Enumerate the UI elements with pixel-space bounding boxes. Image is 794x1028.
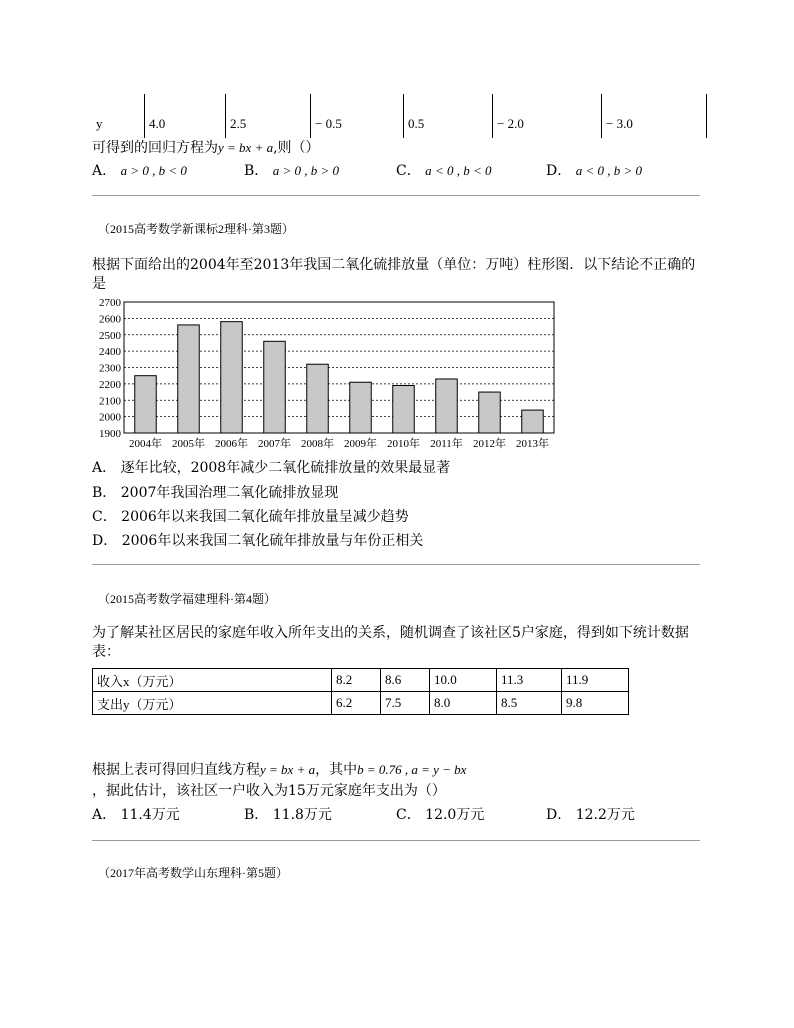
option-letter: C． xyxy=(92,509,117,525)
option-a xyxy=(92,162,187,180)
option-text: a > 0 , b < 0 xyxy=(120,163,187,178)
table-cell: 0.5 xyxy=(404,94,493,138)
x-tick-label: 2012年 xyxy=(473,438,506,450)
option-letter: D． xyxy=(546,807,572,823)
table-cell: 支出y（万元） xyxy=(93,692,332,715)
option-letter: C． xyxy=(396,163,421,179)
q1-question-suffix: ,则（） xyxy=(273,140,320,156)
option-text: 2007年我国治理二氧化硫排放显现 xyxy=(120,485,339,501)
y-tick-label: 1900 xyxy=(99,428,121,440)
bar xyxy=(436,379,458,433)
table-cell: 收入x（万元） xyxy=(93,669,332,692)
table-cell: 8.0 xyxy=(430,692,497,715)
x-tick-label: 2006年 xyxy=(215,438,248,450)
y-tick-label: 2000 xyxy=(99,411,121,424)
y-tick-label: 2100 xyxy=(99,395,121,408)
divider xyxy=(92,564,700,565)
text-mid: ，其中 xyxy=(315,762,358,778)
option-c xyxy=(396,162,491,180)
q3-equation-1: y = bx + a xyxy=(260,762,316,777)
option-letter: C． xyxy=(396,807,421,823)
table-cell: y xyxy=(92,94,145,138)
y-tick-label: 2300 xyxy=(99,362,121,375)
table-cell: 8.2 xyxy=(332,669,381,692)
option-text: 2006年以来我国二氧化硫年排放量与年份正相关 xyxy=(121,533,424,549)
option-c xyxy=(92,508,409,526)
q3-source: （2015高考数学福建理科·第4题） xyxy=(98,592,276,606)
table-cell: 8.5 xyxy=(497,692,562,715)
table-row xyxy=(92,94,707,138)
q3-stem: 为了解某社区居民的家庭年收入所年支出的关系，随机调查了该社区5户家庭，得到如下统计数据表： xyxy=(92,625,689,660)
bar xyxy=(178,325,200,433)
option-b xyxy=(244,162,339,180)
table-cell: 8.6 xyxy=(381,669,430,692)
table-row xyxy=(93,692,629,715)
option-b xyxy=(244,806,332,824)
q3-data-table xyxy=(92,668,629,715)
bar xyxy=(350,382,372,433)
q3-text-line2: ，据此估计，该社区一户收入为15万元家庭年支出为（） xyxy=(92,783,446,799)
q2-source: （2015高考数学新课标2理科·第3题） xyxy=(98,222,294,236)
bar xyxy=(221,322,243,433)
option-d xyxy=(546,806,635,824)
option-letter: B． xyxy=(244,163,269,179)
divider xyxy=(92,195,700,196)
x-tick-label: 2007年 xyxy=(258,438,291,450)
option-a xyxy=(92,459,450,477)
table-row xyxy=(93,669,629,692)
option-a xyxy=(92,806,180,824)
option-letter: B． xyxy=(92,485,117,501)
x-tick-label: 2008年 xyxy=(301,438,334,450)
bar xyxy=(264,341,286,433)
table-cell: 11.3 xyxy=(497,669,562,692)
option-c xyxy=(396,806,484,824)
option-b xyxy=(92,484,338,502)
x-tick-label: 2010年 xyxy=(387,438,420,450)
x-tick-label: 2004年 xyxy=(129,438,162,450)
table-cell: − 3.0 xyxy=(602,94,707,138)
table-cell: 7.5 xyxy=(381,692,430,715)
q3-equation-2: b = 0.76 , a = y − bx xyxy=(357,762,467,777)
option-d xyxy=(546,162,642,180)
option-text: 12.2万元 xyxy=(575,807,635,823)
q1-data-table xyxy=(92,94,707,138)
option-text: 12.0万元 xyxy=(425,807,485,823)
option-text: a < 0 , b > 0 xyxy=(575,163,642,178)
q2-bar-chart xyxy=(90,296,570,456)
option-letter: B． xyxy=(244,807,269,823)
table-cell: 4.0 xyxy=(145,94,226,138)
option-text: a > 0 , b > 0 xyxy=(272,163,340,178)
option-letter: D． xyxy=(546,163,572,179)
q3-text-line1 xyxy=(92,760,466,780)
x-tick-label: 2013年 xyxy=(516,438,549,450)
q1-equation: y = bx + a xyxy=(218,140,274,155)
bar xyxy=(479,392,501,433)
option-letter: D． xyxy=(92,533,118,549)
y-tick-label: 2500 xyxy=(99,329,121,342)
y-tick-label: 2400 xyxy=(99,346,121,359)
divider xyxy=(92,840,700,841)
bar xyxy=(135,376,157,433)
y-tick-label: 2200 xyxy=(99,378,121,391)
table-cell: 9.8 xyxy=(562,692,629,715)
q4-source: （2017年高考数学山东理科·第5题） xyxy=(98,866,288,880)
y-tick-label: 2700 xyxy=(99,297,121,309)
option-text: 11.8万元 xyxy=(272,807,332,823)
q1-question xyxy=(92,138,320,158)
bar xyxy=(307,364,329,433)
option-text: 11.4万元 xyxy=(120,807,180,823)
option-letter: A． xyxy=(92,460,117,476)
option-text: a < 0 , b < 0 xyxy=(425,163,492,178)
x-tick-label: 2009年 xyxy=(344,438,377,450)
x-tick-label: 2005年 xyxy=(172,438,205,450)
q2-stem: 根据下面给出的2004年至2013年我国二氧化硫排放量（单位：万吨）柱形图．以下结论不正确的是 xyxy=(92,257,696,292)
option-text: 逐年比较，2008年减少二氧化硫排放量的效果最显著 xyxy=(120,460,451,476)
bar xyxy=(522,410,544,433)
x-tick-label: 2011年 xyxy=(430,438,463,450)
table-cell: 2.5 xyxy=(226,94,311,138)
table-cell: 6.2 xyxy=(332,692,381,715)
option-text: 2006年以来我国二氧化硫年排放量呈减少趋势 xyxy=(121,509,409,525)
table-cell: 11.9 xyxy=(562,669,629,692)
y-tick-label: 2600 xyxy=(99,313,121,326)
text-prefix: 根据上表可得回归直线方程 xyxy=(92,762,260,778)
table-cell: − 2.0 xyxy=(493,94,602,138)
option-letter: A． xyxy=(92,163,117,179)
bar xyxy=(393,386,415,433)
option-d xyxy=(92,532,423,550)
table-cell: 10.0 xyxy=(430,669,497,692)
option-letter: A． xyxy=(92,807,117,823)
table-cell: − 0.5 xyxy=(311,94,404,138)
q1-question-prefix: 可得到的回归方程为 xyxy=(92,140,218,156)
